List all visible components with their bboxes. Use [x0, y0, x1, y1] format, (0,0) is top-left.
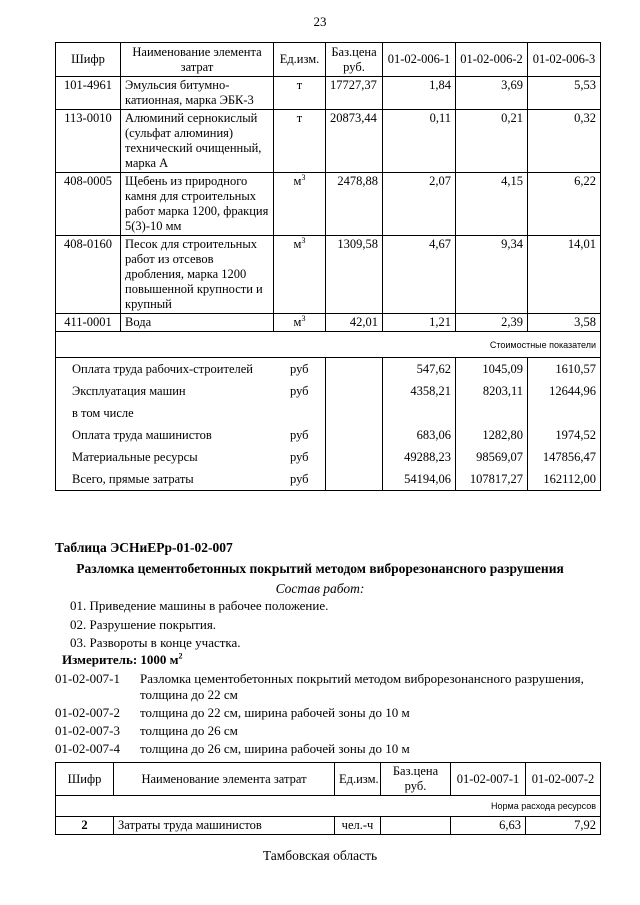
totals-value-1: 49288,23: [383, 446, 456, 468]
cell-value-1: 1,84: [383, 77, 456, 110]
work-item: 03. Развороты в конце участка.: [70, 635, 241, 650]
totals-value-2: [456, 402, 528, 424]
cell-unit: $м^3$: [274, 314, 326, 332]
section-title: Разломка цементобетонных покрытий методом виброрезонансного разрушения: [76, 561, 564, 576]
cell-price: 17727,37: [326, 77, 383, 110]
code-description: Разломка цементобетонных покрытий методом виброрезонансного разрушения,: [140, 671, 584, 686]
totals-value-3: 12644,96: [528, 380, 601, 402]
cell-value-2: 0,21: [456, 110, 528, 173]
header-code: Шифр: [56, 763, 114, 796]
totals-row: [56, 424, 601, 446]
header-col-2: 01-02-007-2: [526, 763, 601, 796]
cell-value-3: 6,22: [528, 173, 601, 236]
cell-value-3: 3,58: [528, 314, 601, 332]
header-price: Баз.цена руб.: [381, 763, 451, 796]
work-item: 02. Разрушение покрытия.: [70, 617, 217, 632]
cell-code: 2: [56, 817, 114, 835]
cell-name: Эмульсия битумно-катионная, марка ЭБК-3: [121, 77, 274, 110]
totals-unit: руб: [274, 446, 326, 468]
cell-name: Песок для строительных работ из отсевов дробления, марка 1200 повышенной крупности и крупный: [121, 236, 274, 314]
table-row: [56, 817, 601, 835]
measure-label: Измеритель: 1000 $м^2$: [62, 651, 183, 667]
header-col-3: 01-02-006-3: [528, 43, 601, 77]
section-row: [56, 332, 601, 358]
totals-unit: руб: [274, 380, 326, 402]
code-description: толщина до 22 см, ширина рабочей зоны до 10 м: [140, 705, 410, 720]
cell-value-3: 5,53: [528, 77, 601, 110]
cell-value-1: 1,21: [383, 314, 456, 332]
section-label: Стоимостные показатели: [56, 332, 601, 358]
cell-value-3: 14,01: [528, 236, 601, 314]
totals-price: [326, 468, 383, 491]
code-label: 01-02-007-4: [55, 741, 120, 756]
totals-value-1: 683,06: [383, 424, 456, 446]
totals-row: [56, 446, 601, 468]
cell-price: 42,01: [326, 314, 383, 332]
resource-table-007: [55, 762, 601, 835]
header-unit: Ед.изм.: [335, 763, 381, 796]
code-description: толщина до 26 см, ширина рабочей зоны до 10 м: [140, 741, 410, 756]
cell-name: Алюминий сернокислый (сульфат алюминия) технический очищенный, марка А: [121, 110, 274, 173]
totals-unit: руб: [274, 468, 326, 491]
cell-value-2: 9,34: [456, 236, 528, 314]
totals-value-2: 1045,09: [456, 358, 528, 381]
cell-code: 408-0160: [56, 236, 121, 314]
cell-unit: $м^3$: [274, 173, 326, 236]
totals-value-2: 98569,07: [456, 446, 528, 468]
totals-label: Оплата труда рабочих-строителей: [56, 358, 274, 381]
totals-row: [56, 402, 601, 424]
totals-value-3: [528, 402, 601, 424]
totals-label: Всего, прямые затраты: [56, 468, 274, 491]
section-row: [56, 796, 601, 817]
header-unit: Ед.изм.: [274, 43, 326, 77]
cell-code: 113-0010: [56, 110, 121, 173]
cell-value-1: 0,11: [383, 110, 456, 173]
cell-unit: т: [274, 77, 326, 110]
table-row: [56, 314, 601, 332]
header-name: Наименование элемента затрат: [114, 763, 335, 796]
code-description: толщина до 26 см: [140, 723, 238, 738]
table-header-row: [56, 43, 601, 77]
totals-label: Материальные ресурсы: [56, 446, 274, 468]
totals-unit: руб: [274, 424, 326, 446]
page-number: 23: [313, 14, 327, 29]
totals-price: [326, 358, 383, 381]
totals-price: [326, 446, 383, 468]
header-col-1: 01-02-007-1: [451, 763, 526, 796]
totals-price: [326, 402, 383, 424]
totals-value-1: 4358,21: [383, 380, 456, 402]
totals-value-2: 8203,11: [456, 380, 528, 402]
totals-value-1: 54194,06: [383, 468, 456, 491]
resource-table-006: [55, 42, 601, 491]
totals-value-3: 147856,47: [528, 446, 601, 468]
cell-value-2: 4,15: [456, 173, 528, 236]
totals-value-2: 1282,80: [456, 424, 528, 446]
cell-price: 1309,58: [326, 236, 383, 314]
totals-unit: [274, 402, 326, 424]
cell-unit: $м^3$: [274, 236, 326, 314]
cell-price: 20873,44: [326, 110, 383, 173]
table-header-row: [56, 763, 601, 796]
table-row: [56, 77, 601, 110]
totals-row: [56, 380, 601, 402]
totals-value-3: 1610,57: [528, 358, 601, 381]
header-name: Наименование элемента затрат: [121, 43, 274, 77]
totals-label: Оплата труда машинистов: [56, 424, 274, 446]
table-row: [56, 173, 601, 236]
totals-row: [56, 468, 601, 491]
totals-label: в том числе: [56, 402, 274, 424]
cell-name: Щебень из природного камня для строительных работ марка 1200, фракция 5(3)-10 мм: [121, 173, 274, 236]
header-price: Баз.цена руб.: [326, 43, 383, 77]
code-label: 01-02-007-2: [55, 705, 120, 720]
cell-code: 408-0005: [56, 173, 121, 236]
cell-unit: т: [274, 110, 326, 173]
cell-name: Вода: [121, 314, 274, 332]
header-code: Шифр: [56, 43, 121, 77]
section-label: Норма расхода ресурсов: [56, 796, 601, 817]
totals-value-1: 547,62: [383, 358, 456, 381]
totals-unit: руб: [274, 358, 326, 381]
cell-value-2: 2,39: [456, 314, 528, 332]
cell-value-1: 4,67: [383, 236, 456, 314]
totals-value-3: 1974,52: [528, 424, 601, 446]
cell-price: [381, 817, 451, 835]
totals-value-1: [383, 402, 456, 424]
footer-region: Тамбовская область: [262, 848, 378, 863]
totals-label: Эксплуатация машин: [56, 380, 274, 402]
totals-price: [326, 380, 383, 402]
table-row: [56, 110, 601, 173]
cell-code: 101-4961: [56, 77, 121, 110]
totals-row: [56, 358, 601, 381]
header-col-1: 01-02-006-1: [383, 43, 456, 77]
cell-value-3: 0,32: [528, 110, 601, 173]
cell-value-1: 6,63: [451, 817, 526, 835]
totals-value-3: 162112,00: [528, 468, 601, 491]
cell-value-1: 2,07: [383, 173, 456, 236]
cell-unit: чел.-ч: [335, 817, 381, 835]
code-label: 01-02-007-1: [55, 671, 120, 686]
cell-value-2: 7,92: [526, 817, 601, 835]
header-col-2: 01-02-006-2: [456, 43, 528, 77]
table-row: [56, 236, 601, 314]
code-description-cont: толщина до 22 см: [140, 687, 238, 702]
cell-price: 2478,88: [326, 173, 383, 236]
totals-value-2: 107817,27: [456, 468, 528, 491]
cell-name: Затраты труда машинистов: [114, 817, 335, 835]
code-label: 01-02-007-3: [55, 723, 120, 738]
cell-code: 411-0001: [56, 314, 121, 332]
totals-price: [326, 424, 383, 446]
cell-value-2: 3,69: [456, 77, 528, 110]
table-label: Таблица ЭСНиЕРр-01-02-007: [55, 540, 233, 555]
work-heading: Состав работ:: [275, 581, 365, 596]
work-item: 01. Приведение машины в рабочее положение.: [70, 598, 329, 613]
